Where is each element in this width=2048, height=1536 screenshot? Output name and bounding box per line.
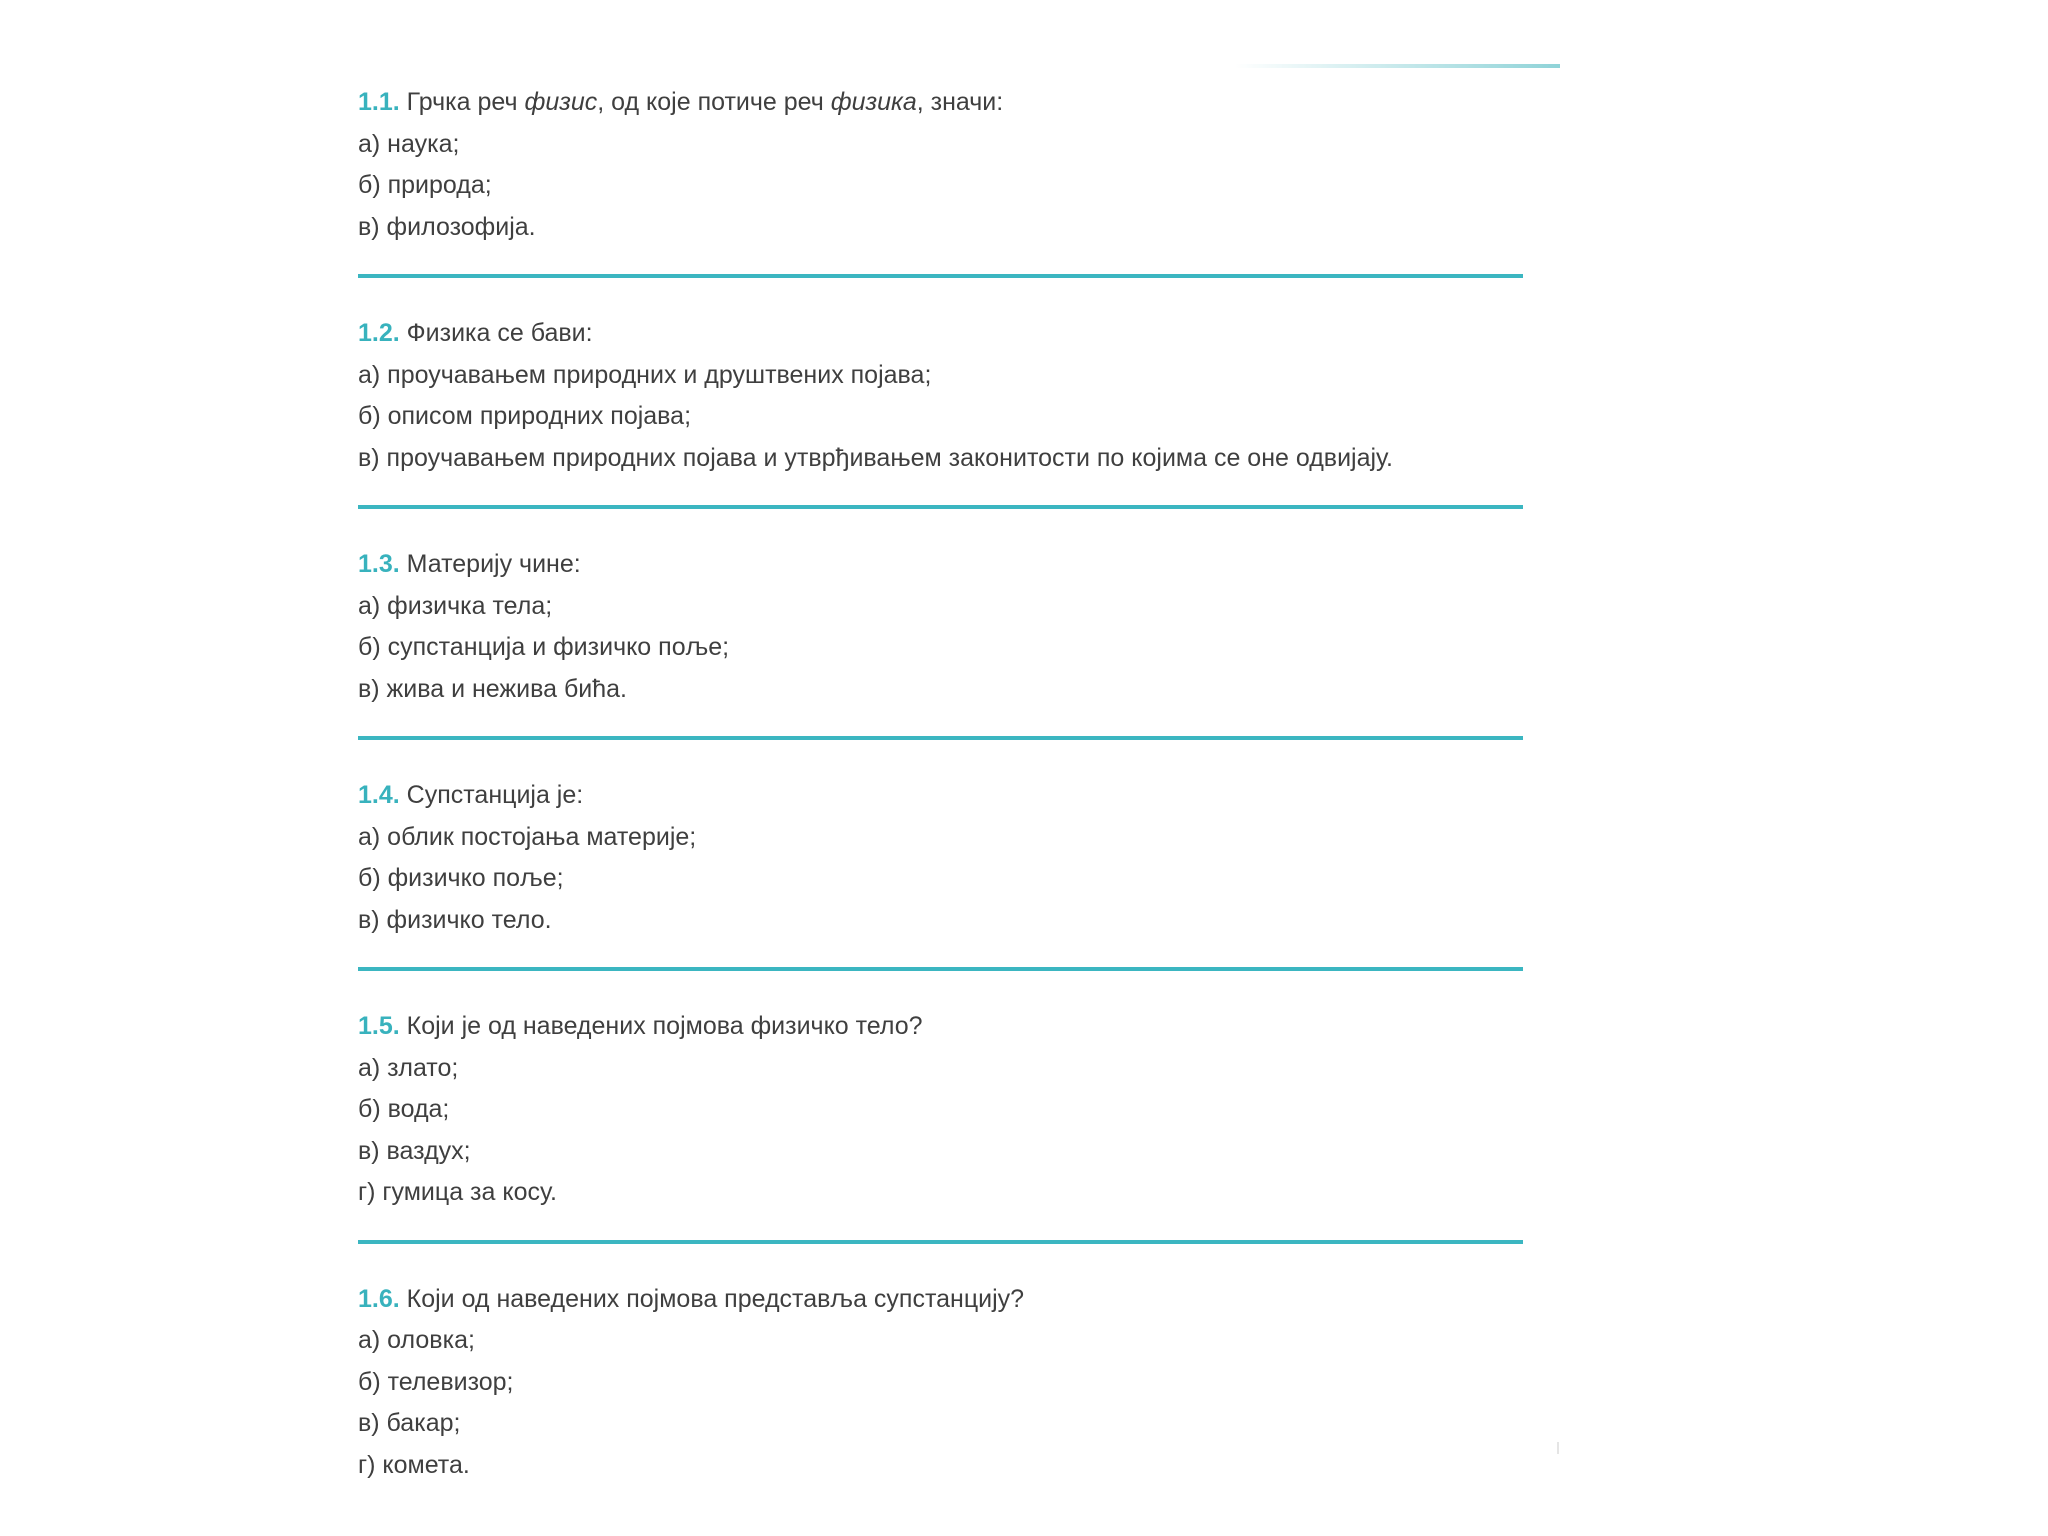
question-text-part: Материју чине: bbox=[399, 550, 581, 578]
answer-option: б) физичко поље; bbox=[358, 864, 564, 892]
answer-option: а) наука; bbox=[358, 129, 460, 158]
question-text-part: Грчка реч bbox=[399, 88, 525, 116]
question-text bbox=[400, 550, 581, 578]
question-number: 1.6. bbox=[358, 1284, 400, 1313]
answer-option: г) комета. bbox=[358, 1450, 470, 1479]
question-text bbox=[400, 1285, 1024, 1313]
answer-option: в) филозофија. bbox=[358, 212, 536, 241]
question-text-part: Који је од наведених појмова физичко тело? bbox=[399, 1012, 923, 1040]
question-number: 1.3. bbox=[358, 550, 400, 578]
question-number: 1.4. bbox=[358, 781, 400, 809]
answer-option: а) физичка тела; bbox=[358, 591, 553, 620]
question-number: 1.2. bbox=[358, 319, 400, 347]
question-text bbox=[400, 1012, 923, 1040]
question-separator bbox=[358, 967, 1523, 971]
question-text-part: Физика се бави: bbox=[399, 319, 593, 347]
answer-option: а) проучавањем природних и друштвених појава; bbox=[358, 360, 932, 389]
question-stem bbox=[358, 544, 1528, 586]
answer-option: а) облик постојања материје; bbox=[358, 822, 697, 851]
header-rule bbox=[1235, 64, 1560, 68]
question-stem bbox=[358, 1279, 1528, 1321]
answer-option: б) вода; bbox=[358, 1095, 450, 1123]
question-text-italic: физис bbox=[524, 88, 598, 116]
question-1 bbox=[358, 82, 1528, 248]
answer-option: в) ваздух; bbox=[358, 1136, 471, 1165]
answer-option: в) проучавањем природних појава и утврђивањем законитости по којима се оне одвијају. bbox=[358, 443, 1393, 472]
answer-option: в) жива и нежива бића. bbox=[358, 674, 628, 703]
question-text-part: Који од наведених појмова представља супстанцију? bbox=[399, 1284, 1025, 1313]
answer-option: г) гумица за косу. bbox=[358, 1178, 557, 1206]
answer-option: в) бакар; bbox=[358, 1409, 461, 1437]
question-text-part: Супстанција је: bbox=[399, 781, 584, 809]
answer-option: а) злато; bbox=[358, 1053, 459, 1082]
answer-option: б) телевизор; bbox=[358, 1367, 514, 1396]
question-text-part: , од које потиче реч bbox=[597, 88, 831, 116]
question-separator bbox=[358, 1240, 1523, 1244]
question-separator bbox=[358, 505, 1523, 509]
question-separator bbox=[358, 274, 1523, 278]
question-stem bbox=[358, 82, 1528, 124]
question-2 bbox=[358, 313, 1528, 479]
question-text-part: , значи: bbox=[916, 88, 1004, 116]
answer-option: в) физичко тело. bbox=[358, 905, 552, 934]
answer-option: б) описом природних појава; bbox=[358, 402, 692, 430]
question-3 bbox=[358, 544, 1528, 710]
question-number: 1.5. bbox=[358, 1012, 400, 1040]
question-4 bbox=[358, 775, 1528, 941]
question-text bbox=[400, 781, 584, 809]
question-number: 1.1. bbox=[358, 88, 400, 116]
question-text bbox=[400, 319, 593, 347]
answer-option: б) природа; bbox=[358, 171, 492, 199]
question-text bbox=[400, 88, 1004, 116]
question-stem bbox=[358, 313, 1528, 355]
question-6 bbox=[358, 1279, 1528, 1487]
question-stem bbox=[358, 1006, 1528, 1048]
page-mark bbox=[1557, 1442, 1559, 1454]
question-separator bbox=[358, 736, 1523, 740]
question-list bbox=[358, 82, 1528, 1486]
question-stem bbox=[358, 775, 1528, 817]
answer-option: б) супстанција и физичко поље; bbox=[358, 633, 730, 661]
question-text-italic: физика bbox=[830, 88, 917, 116]
answer-option: а) оловка; bbox=[358, 1326, 475, 1354]
question-5 bbox=[358, 1006, 1528, 1214]
